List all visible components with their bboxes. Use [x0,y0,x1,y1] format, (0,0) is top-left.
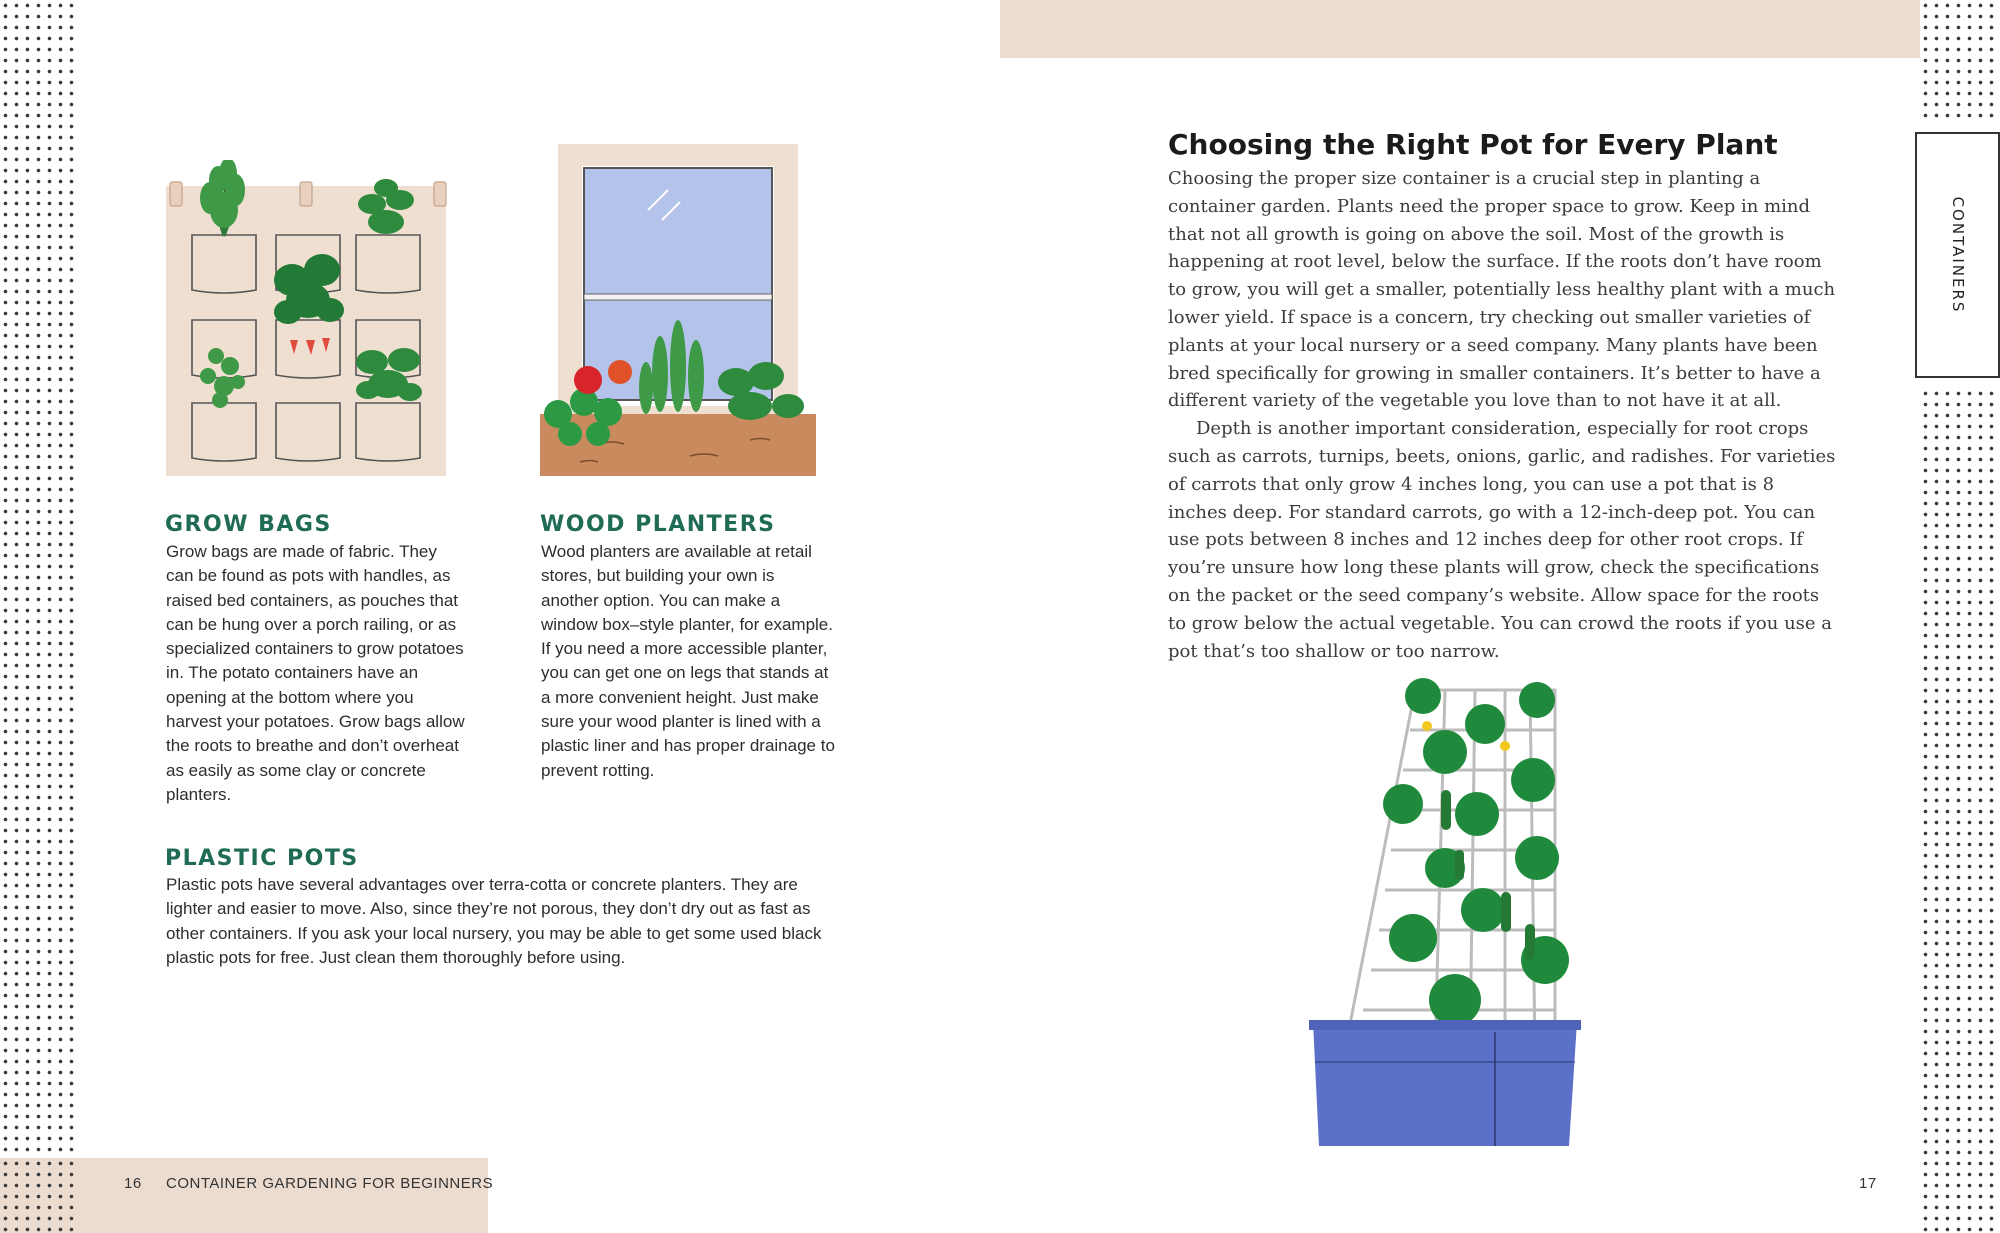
right-page-number: 17 [1859,1175,1877,1192]
article-paragraph-2: Depth is another important consideration, especially for root crops such as carrots, turnips, beets, onions, garlic, and radishes. For varieties of carrots that only grow 4 inches long, you can use a pot that is 8 inches deep. For standard carrots, go with a 12-inch-deep pot. You can use pots between 8 inches and 12 inches deep for other root crops. If you’re unsure how long these plants will grow, check the specifications on the packet or the seed company’s website. Allow space for the roots to grow below the actual vegetable. You can crowd the roots if you use a pot that’s too shallow or too narrow. [1168,418,1836,662]
running-footer-title: CONTAINER GARDENING FOR BEGINNERS [166,1175,494,1192]
plastic-pots-body: Plastic pots have several advantages over terra-cotta or concrete planters. They are lighter and easier to move. Also, since they’re not porous, they don’t dry out as fast as other containers. If you ask your local nursery, you may be able to get some used black plastic pots for free. Just clean them thoroughly before using. [166,875,822,967]
left-dot-pattern [0,0,80,1233]
grow-bags-heading: GROW BAGS [165,512,332,537]
window-box-illustration [540,144,820,484]
chapter-side-tab [1915,132,2000,378]
cucumber-trellis-illustration [1305,660,1595,1150]
right-dot-pattern-top [1920,0,2000,120]
footer-dot-pattern [0,1158,80,1233]
left-page-number: 16 [124,1175,142,1192]
grow-bags-body: Grow bags are made of fabric. They can be found as pots with handles, as raised bed containers, as pouches that can be hung over a porch railing, or as specialized containers to grow potatoes in. The potato containers have an opening at the bottom where you harvest your potatoes. Grow bags allow the roots to breathe and don’t overheat as easily as some clay or concrete planters. [166,542,465,804]
plastic-pots-heading: PLASTIC POTS [165,846,359,871]
side-tab-label: CONTAINERS [1948,196,1967,314]
section-title: Choosing the Right Pot for Every Plant [1168,128,1778,161]
article-body [1168,165,1838,665]
right-dot-pattern-bottom [1920,388,2000,1233]
article-paragraph-1: Choosing the proper size container is a crucial step in planting a container garden. Plants need the proper space to grow. Keep in mind that not all growth is going on above the soil. Most of the growth is happening at root level, below the surface. If the roots don’t have room to grow, you will get a smaller, potentially less healthy plant with a much lower yield. If space is a concern, try checking out smaller varieties of plants at your local nursery or a seed company. Many plants have been bred specifically for growing in smaller containers. It’s better to have a different variety of the vegetable you love than to not have it at all. [1168,168,1836,412]
grow-bag-illustration [160,160,460,480]
top-accent-band [1000,0,1920,58]
wood-planters-heading: WOOD PLANTERS [540,512,776,537]
wood-planters-body: Wood planters are available at retail stores, but building your own is another option. You can make a window box–style planter, for example. If you need a more accessible planter, you can get one on legs that stands at a more convenient height. Just make sure your wood planter is lined with a plastic liner and has proper drainage to prevent rotting. [541,542,835,780]
